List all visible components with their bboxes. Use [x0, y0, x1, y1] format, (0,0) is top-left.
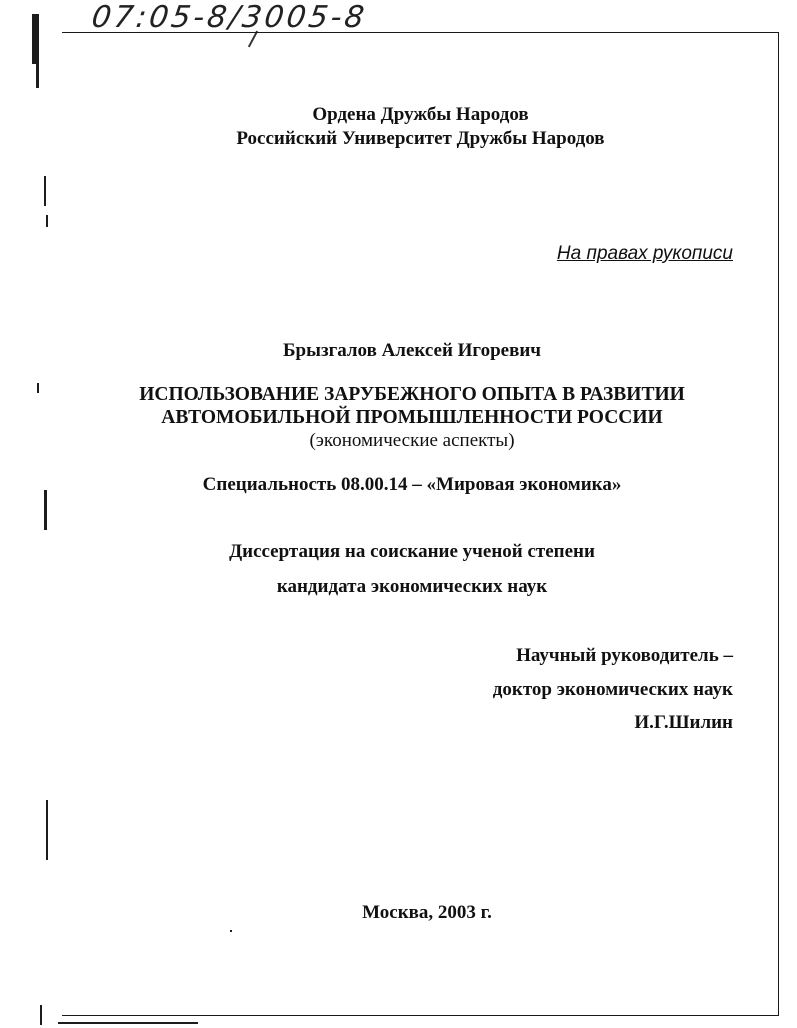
dissertation-line-2: кандидата экономических наук — [276, 576, 548, 597]
place-year: Москва, 2003 г. — [362, 902, 492, 923]
scan-artifact-dot — [230, 930, 232, 932]
scan-artifact-dot — [40, 1005, 42, 1025]
handwritten-archive-number: 07:05-8/3005-8 — [89, 0, 370, 35]
scan-artifact-dot — [44, 176, 46, 206]
scan-artifact-dot — [44, 490, 47, 530]
title-line-2: АВТОМОБИЛЬНОЙ ПРОМЫШЛЕННОСТИ РОССИИ — [161, 407, 663, 428]
scan-artifact-bar — [32, 14, 39, 64]
institution-line-2: Российский Университет Дружбы Народов — [236, 128, 605, 149]
manuscript-note: На правах рукописи — [556, 243, 733, 264]
title-line-1: ИСПОЛЬЗОВАНИЕ ЗАРУБЕЖНОГО ОПЫТА В РАЗВИТИИ — [139, 384, 685, 405]
title-subtitle: (экономические аспекты) — [309, 430, 515, 451]
scan-artifact-bar — [36, 64, 39, 88]
scan-artifact-dot — [46, 800, 48, 860]
dissertation-line-1: Диссертация на соискание ученой степени — [229, 541, 595, 562]
specialty: Специальность 08.00.14 – «Мировая экономика» — [202, 474, 622, 495]
scan-artifact-dot — [46, 215, 48, 227]
scan-artifact-line — [58, 1022, 198, 1024]
supervisor-name: И.Г.Шилин — [634, 712, 733, 733]
scan-artifact-dot — [37, 383, 39, 393]
institution-line-1: Ордена Дружбы Народов — [312, 104, 529, 125]
supervisor-degree: доктор экономических наук — [492, 679, 733, 700]
page-frame — [62, 32, 779, 1016]
author-name: Брызгалов Алексей Игоревич — [282, 340, 542, 361]
supervisor-label: Научный руководитель – — [516, 645, 733, 666]
